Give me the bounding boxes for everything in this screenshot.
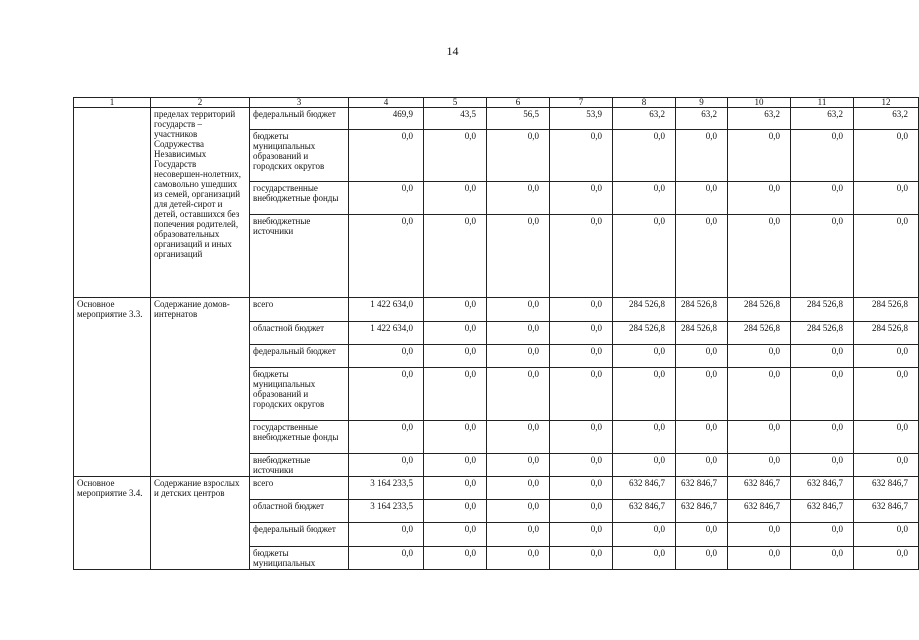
funding-source: бюджеты муниципальных (250, 547, 349, 570)
header-row (74, 98, 919, 108)
value-cell: 0,0 (676, 182, 728, 215)
value-cell: 632 846,7 (728, 477, 791, 500)
value-cell: 0,0 (349, 523, 424, 547)
measure-title: Основное мероприятие 3.4. (74, 477, 151, 570)
funding-source: внебюджетные источники (250, 215, 349, 298)
value-cell: 632 846,7 (613, 477, 676, 500)
value-cell: 0,0 (487, 454, 550, 477)
column-number: 11 (791, 98, 854, 108)
value-cell: 0,0 (791, 215, 854, 298)
value-cell: 0,0 (791, 547, 854, 570)
value-cell: 0,0 (349, 368, 424, 421)
value-cell: 0,0 (854, 182, 919, 215)
measure-cell (74, 108, 151, 298)
value-cell: 0,0 (613, 130, 676, 182)
value-cell: 632 846,7 (791, 500, 854, 523)
funding-source: государственные внебюджетные фонды (250, 421, 349, 454)
value-cell: 0,0 (550, 477, 613, 500)
value-cell: 0,0 (854, 215, 919, 298)
value-cell: 0,0 (424, 130, 487, 182)
funding-source: государственные внебюджетные фонды (250, 182, 349, 215)
value-cell: 284 526,8 (791, 322, 854, 345)
value-cell: 0,0 (550, 368, 613, 421)
column-number: 1 (74, 98, 151, 108)
value-cell: 0,0 (854, 130, 919, 182)
funding-source: федеральный бюджет (250, 108, 349, 130)
value-cell: 0,0 (349, 421, 424, 454)
value-cell: 284 526,8 (676, 298, 728, 322)
funding-source: всего (250, 298, 349, 322)
funding-source: всего (250, 477, 349, 500)
value-cell: 0,0 (424, 345, 487, 368)
funding-source: федеральный бюджет (250, 345, 349, 368)
value-cell: 0,0 (349, 182, 424, 215)
value-cell: 0,0 (550, 523, 613, 547)
measure-description: пределах территорий государств – участников Содружества Независимых Государств несовершен-нолетних, самовольно ушедших из семей, организаций для детей-сирот и детей, оставшихся без попечения родителей, образовательных организаций и иных организаций (151, 108, 250, 298)
value-cell: 0,0 (676, 421, 728, 454)
value-cell: 0,0 (424, 215, 487, 298)
value-cell: 0,0 (676, 547, 728, 570)
value-cell: 0,0 (676, 130, 728, 182)
column-number: 6 (487, 98, 550, 108)
value-cell: 3 164 233,5 (349, 500, 424, 523)
value-cell: 0,0 (613, 345, 676, 368)
value-cell: 0,0 (613, 523, 676, 547)
value-cell: 0,0 (613, 547, 676, 570)
value-cell: 0,0 (424, 182, 487, 215)
value-cell: 0,0 (550, 215, 613, 298)
value-cell: 632 846,7 (854, 477, 919, 500)
column-number: 10 (728, 98, 791, 108)
column-number: 7 (550, 98, 613, 108)
value-cell: 0,0 (854, 421, 919, 454)
value-cell: 469,9 (349, 108, 424, 130)
value-cell: 284 526,8 (613, 298, 676, 322)
value-cell: 56,5 (487, 108, 550, 130)
value-cell: 0,0 (791, 523, 854, 547)
column-number: 9 (676, 98, 728, 108)
value-cell: 0,0 (424, 523, 487, 547)
value-cell: 0,0 (550, 130, 613, 182)
value-cell: 0,0 (550, 421, 613, 454)
funding-source: областной бюджет (250, 500, 349, 523)
value-cell: 0,0 (791, 421, 854, 454)
page-number: 14 (446, 44, 459, 58)
value-cell: 0,0 (550, 547, 613, 570)
value-cell: 0,0 (550, 298, 613, 322)
value-cell: 0,0 (487, 182, 550, 215)
value-cell: 632 846,7 (676, 500, 728, 523)
value-cell: 0,0 (728, 547, 791, 570)
value-cell: 0,0 (487, 547, 550, 570)
value-cell: 0,0 (728, 182, 791, 215)
value-cell: 0,0 (613, 454, 676, 477)
column-number: 8 (613, 98, 676, 108)
value-cell: 0,0 (487, 500, 550, 523)
column-number: 2 (151, 98, 250, 108)
value-cell: 0,0 (487, 298, 550, 322)
value-cell: 284 526,8 (676, 322, 728, 345)
value-cell: 63,2 (791, 108, 854, 130)
value-cell: 0,0 (676, 368, 728, 421)
measure-description: Содержание домов-интернатов (151, 298, 250, 477)
value-cell: 0,0 (487, 368, 550, 421)
column-number: 5 (424, 98, 487, 108)
value-cell: 0,0 (550, 345, 613, 368)
value-cell: 0,0 (550, 182, 613, 215)
funding-source: областной бюджет (250, 322, 349, 345)
value-cell: 632 846,7 (728, 500, 791, 523)
value-cell: 0,0 (349, 345, 424, 368)
table-row (74, 477, 919, 500)
value-cell: 63,2 (728, 108, 791, 130)
value-cell: 284 526,8 (728, 298, 791, 322)
value-cell: 53,9 (550, 108, 613, 130)
value-cell: 0,0 (424, 477, 487, 500)
value-cell: 0,0 (728, 130, 791, 182)
value-cell: 63,2 (676, 108, 728, 130)
value-cell: 0,0 (613, 421, 676, 454)
value-cell: 284 526,8 (854, 322, 919, 345)
value-cell: 0,0 (487, 215, 550, 298)
value-cell: 0,0 (424, 368, 487, 421)
value-cell: 3 164 233,5 (349, 477, 424, 500)
value-cell: 0,0 (854, 345, 919, 368)
value-cell: 0,0 (791, 345, 854, 368)
value-cell: 0,0 (728, 345, 791, 368)
value-cell: 0,0 (854, 454, 919, 477)
value-cell: 0,0 (728, 215, 791, 298)
value-cell: 0,0 (676, 215, 728, 298)
value-cell: 0,0 (550, 500, 613, 523)
value-cell: 0,0 (487, 523, 550, 547)
value-cell: 0,0 (424, 322, 487, 345)
value-cell: 632 846,7 (676, 477, 728, 500)
column-number: 3 (250, 98, 349, 108)
value-cell: 0,0 (728, 368, 791, 421)
value-cell: 284 526,8 (854, 298, 919, 322)
value-cell: 0,0 (487, 322, 550, 345)
value-cell: 284 526,8 (613, 322, 676, 345)
value-cell: 632 846,7 (791, 477, 854, 500)
column-number: 12 (854, 98, 919, 108)
value-cell: 0,0 (424, 454, 487, 477)
value-cell: 0,0 (424, 421, 487, 454)
value-cell: 0,0 (349, 130, 424, 182)
funding-source: внебюджетные источники (250, 454, 349, 477)
value-cell: 0,0 (728, 454, 791, 477)
value-cell: 0,0 (550, 454, 613, 477)
value-cell: 284 526,8 (728, 322, 791, 345)
value-cell: 284 526,8 (791, 298, 854, 322)
table-row (74, 298, 919, 322)
value-cell: 1 422 634,0 (349, 298, 424, 322)
value-cell: 0,0 (791, 182, 854, 215)
value-cell: 0,0 (349, 547, 424, 570)
measure-title: Основное мероприятие 3.3. (74, 298, 151, 477)
column-number: 4 (349, 98, 424, 108)
value-cell: 632 846,7 (854, 500, 919, 523)
value-cell: 0,0 (854, 523, 919, 547)
funding-source: бюджеты муниципальных образований и городских округов (250, 368, 349, 421)
value-cell: 0,0 (424, 500, 487, 523)
value-cell: 63,2 (613, 108, 676, 130)
value-cell: 0,0 (791, 454, 854, 477)
value-cell: 0,0 (550, 322, 613, 345)
value-cell: 0,0 (613, 368, 676, 421)
value-cell: 0,0 (728, 523, 791, 547)
value-cell: 0,0 (424, 298, 487, 322)
value-cell: 0,0 (613, 182, 676, 215)
funding-source: бюджеты муниципальных образований и городских округов (250, 130, 349, 182)
value-cell: 0,0 (791, 130, 854, 182)
budget-table (73, 97, 919, 570)
value-cell: 0,0 (791, 368, 854, 421)
table-row (74, 108, 919, 130)
value-cell: 0,0 (487, 477, 550, 500)
value-cell: 0,0 (424, 547, 487, 570)
value-cell: 0,0 (676, 454, 728, 477)
value-cell: 632 846,7 (613, 500, 676, 523)
value-cell: 0,0 (728, 421, 791, 454)
value-cell: 0,0 (349, 454, 424, 477)
value-cell: 0,0 (487, 421, 550, 454)
value-cell: 0,0 (854, 547, 919, 570)
value-cell: 0,0 (487, 345, 550, 368)
value-cell: 1 422 634,0 (349, 322, 424, 345)
value-cell: 0,0 (854, 368, 919, 421)
value-cell: 63,2 (854, 108, 919, 130)
value-cell: 0,0 (349, 215, 424, 298)
value-cell: 0,0 (676, 523, 728, 547)
value-cell: 0,0 (487, 130, 550, 182)
measure-description: Содержание взрослых и детских центров (151, 477, 250, 570)
value-cell: 0,0 (676, 345, 728, 368)
funding-source: федеральный бюджет (250, 523, 349, 547)
value-cell: 43,5 (424, 108, 487, 130)
value-cell: 0,0 (613, 215, 676, 298)
